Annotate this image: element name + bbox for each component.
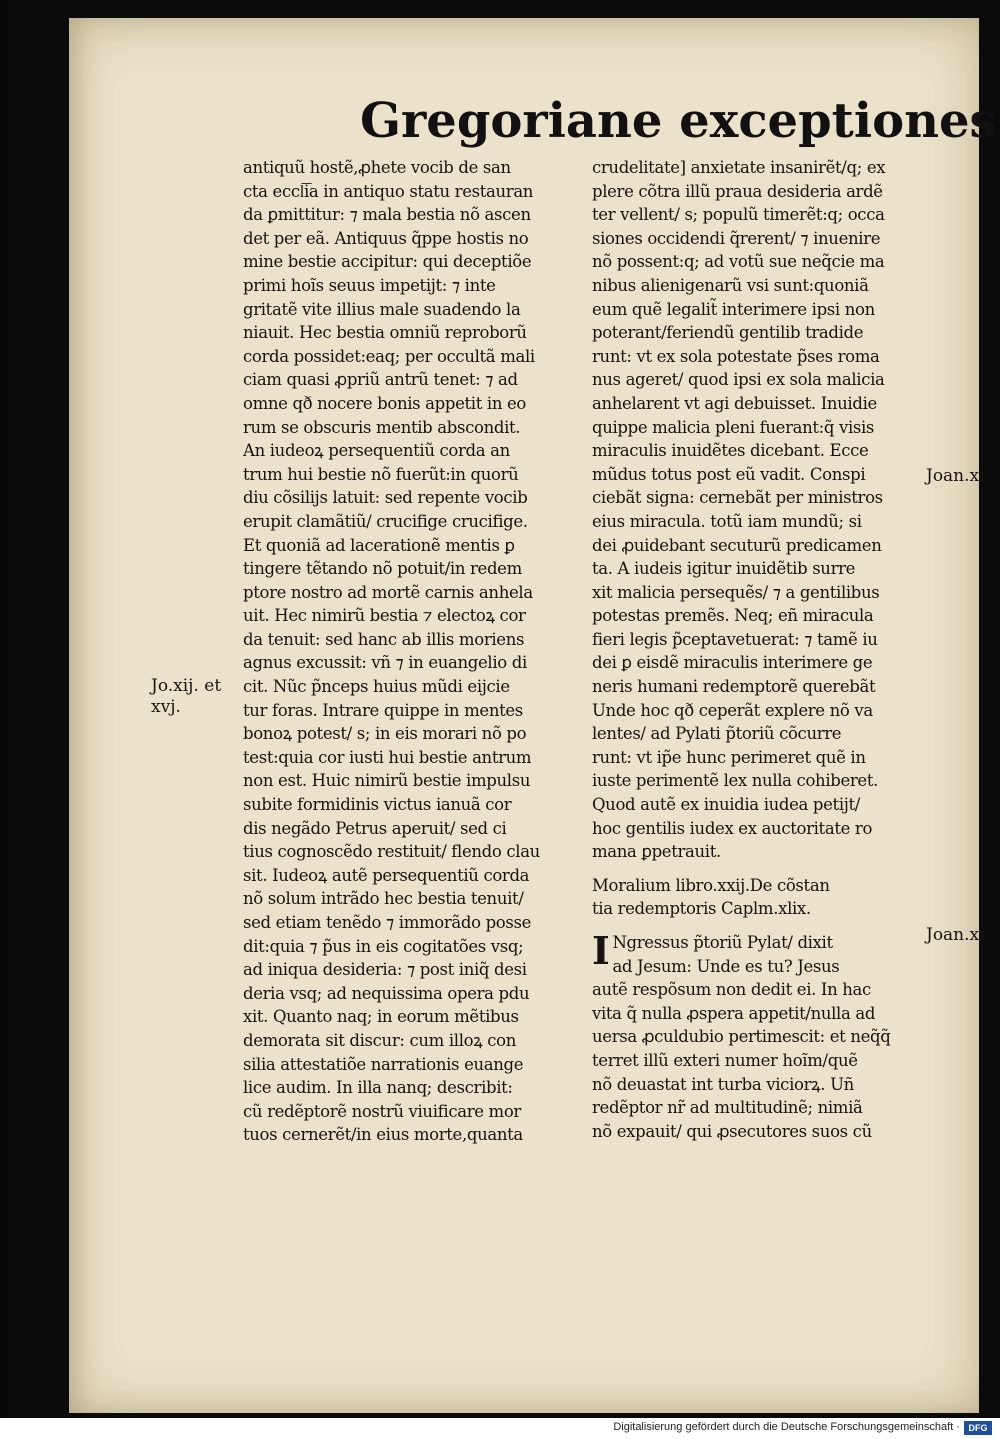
margin-note-line: xvj. xyxy=(151,697,181,717)
text-line: eum quẽ legalit̃ interimere ipsi non xyxy=(592,299,875,319)
text-line: dei ꝓuidebant secuturũ predicamen xyxy=(592,535,882,555)
text-line: omne qð nocere bonis appetit in eo xyxy=(243,393,526,413)
text-line: ta. A iudeis igitur inuidẽtib͏ surre xyxy=(592,559,856,579)
text-line: potestas premẽs. Neq; eñ miracula xyxy=(592,606,874,626)
text-line: subite formidinis victus ianuã cor xyxy=(243,795,512,815)
text-line: Quod autẽ ex inuidia iudea petijt/ xyxy=(592,795,860,815)
text-line: eius miracula. totũ iam mundũ; si xyxy=(592,511,862,531)
spacer xyxy=(592,864,927,874)
text-line: cta eccl͞ia in antiquo statu restauran xyxy=(243,181,534,201)
text-line: sit. Iudeoꝝ autẽ persequentiũ corda xyxy=(243,865,530,885)
text-line: tingere tẽtando nõ potuit/in redem xyxy=(243,559,522,579)
text-line: vita q̃ nulla ꝓspera appetit/nulla ad xyxy=(592,1003,876,1023)
dfg-logo: DFG xyxy=(964,1421,992,1435)
text-line: cũ redẽptorẽ nostrũ viuificare mor xyxy=(243,1101,521,1121)
text-line: dit:quia ⁊ p̃us in eis cogitatões vsq; xyxy=(243,936,524,956)
text-line: da tenuit: sed hanc ab illis moriens xyxy=(243,629,525,649)
text-line: nus ageret/ quod ipsi ex sola malicia xyxy=(592,370,885,390)
text-line: corda possidet:eaq; per occultã mali xyxy=(243,346,535,366)
text-line: terret illũ exteri͏ numer͏ hoĩm/quẽ xyxy=(592,1050,858,1070)
text-line: diu cõsilijs latuit: sed repente vocib͏ xyxy=(243,488,528,508)
text-line: poterant/feriendũ gentilib͏ tradide xyxy=(592,323,864,343)
text-line: runt: vt ip̃e hunc perimeret quẽ in xyxy=(592,747,866,767)
footer-bar xyxy=(0,1418,1000,1439)
text-line: hoc gentilis iudex ex auctoritate ro xyxy=(592,818,873,838)
text-line: bonoꝝ potest/ s; in eis morari nõ po xyxy=(243,724,527,744)
text-line: runt: vt ex sola potestate p̃ses roma xyxy=(592,346,880,366)
text-line: ter vellent/ s; populũ timerẽt:q; occa xyxy=(592,205,885,225)
text-line: test:quia cor iusti hui͏ bestie antrum xyxy=(243,747,532,767)
text-line: erupit clamãtiũ/ crucifige crucifige. xyxy=(243,511,528,531)
text-line: non est. Huic nimirũ bestie impulsu xyxy=(243,771,531,791)
text-line: redẽptor nr̃ ad multitudinẽ; nimiã xyxy=(592,1098,863,1118)
text-line: antiquũ hostẽ,ꝓhete vocib͏ de san xyxy=(243,158,511,177)
text-line: nõ expauit/ qui ꝓsecutores suos cũ xyxy=(592,1121,872,1141)
right-text-column xyxy=(592,156,927,1143)
text-line: agnus excussit: vñ ⁊ in euangelio di xyxy=(243,653,527,673)
text-line: deria vsq; ad nequissima opera pdu xyxy=(243,983,530,1003)
text-line: rum se obscuris mentib͏ abscondit. xyxy=(243,417,521,437)
text-line: tuos cernerẽt/in eius morte,quanta xyxy=(243,1125,523,1145)
text-line: nõ solum intrãdo hec bestia tenuit/ xyxy=(243,889,524,909)
text-line: tur foras. Intrare quippe in mentes xyxy=(243,700,523,720)
text-line: da ꝑmittitur: ⁊ mala bestia nõ ascen xyxy=(243,205,531,225)
text-line: ad iniqua desideria: ⁊ post iniq̃ desi xyxy=(243,960,527,980)
text-line: primi hoĩs seuus impetijt: ⁊ inte xyxy=(243,275,496,295)
text-line: Et quoniã ad lacerationẽ mentis ꝑ xyxy=(243,535,515,555)
text-line: miraculis inuidẽtes dicebant. Ecce xyxy=(592,441,869,461)
text-line: niauit. Hec bestia omniũ reproborũ xyxy=(243,323,527,343)
text-line: demorata sit discur͏: cum illoꝝ con xyxy=(243,1030,517,1050)
text-line: anhelarent vt agi debuisset. Inuidie xyxy=(592,393,877,413)
text-line: lice audim͏. In illa nanq; describit: xyxy=(243,1078,513,1098)
text-line: quippe malicia pleni fuerant:q̃ visis xyxy=(592,417,875,437)
text-line: silia attestatiõe narrationis euange xyxy=(243,1054,524,1074)
text-line: An iudeoꝝ persequentiũ corda an xyxy=(243,441,510,461)
text-line: tius cognoscẽdo restituit/ flendo clau xyxy=(243,842,540,862)
text-line: dei ꝑ eisdẽ miraculis interimere ge xyxy=(592,653,873,673)
text-line: sed etiam tenẽdo ⁊ immorãdo posse xyxy=(243,913,532,932)
text-line: xit malicia persequẽs/ ⁊ a gentilibus xyxy=(592,582,880,602)
chapter-heading: tia redemptoris Caplm.xlix. xyxy=(592,899,811,919)
drop-cap: I xyxy=(592,928,610,973)
text-line: crudelitate] anxietate insanirẽt/q; ex xyxy=(592,158,886,177)
text-line: cit. Nũc p̃nceps huius mũdi eijcie xyxy=(243,677,510,697)
text-line: autẽ respõsum non dedit ei. In hac xyxy=(592,980,871,1000)
text-line: trum hui͏ bestie nõ fuerũt:in quorũ xyxy=(243,464,519,484)
margin-note-right-2: Joan.xi xyxy=(926,925,985,945)
text-line: gritatẽ vite illius male suadendo la xyxy=(243,299,521,319)
text-line: nõ deuastat int͏ turba viciorꝝ. Uñ xyxy=(592,1074,854,1094)
text-line: siones occidendi q̃rerent/ ⁊ inuenire xyxy=(592,228,881,248)
text-line: dis negãdo Petrus aperuit/ sed ci xyxy=(243,818,507,838)
text-line: det per eã. Antiquus q̃ppe hostis no xyxy=(243,228,529,248)
text-line: ptore nostro ad mortẽ carnis anhela xyxy=(243,582,533,602)
margin-note-left xyxy=(151,676,221,718)
margin-note-line: Jo.xij. et xyxy=(151,676,222,696)
left-text-column xyxy=(243,156,579,1147)
spacer xyxy=(592,921,927,931)
text-line: neris humani redemptorẽ querebãt xyxy=(592,677,876,697)
text-line: ad Jesum: Unde es tu? Jesus xyxy=(612,956,840,976)
text-line: mine bestie accipitur: qui deceptiõe xyxy=(243,252,532,272)
text-line: Unde hoc qð ceperãt explere nõ va xyxy=(592,700,873,720)
text-line: ciam quasi ꝓpriũ antrũ tenet: ⁊ ad xyxy=(243,370,518,390)
text-line: plere cõtra illũ praua desideria ardẽ xyxy=(592,181,883,201)
text-line: mana ꝑpetrauit. xyxy=(592,842,721,862)
text-line: lentes/ ad Pylati p̃toriũ cõcurre xyxy=(592,724,842,744)
text-line: nibus alienigenarũ vsi sunt:quoniã xyxy=(592,275,869,295)
text-line: uit. Hec nimirũ bestia ⁊ electoꝝ cor xyxy=(243,606,526,626)
margin-note-right-1: Joan.xi xyxy=(926,466,985,486)
text-line: xit. Quanto naq; in eorum mẽtibus xyxy=(243,1007,519,1027)
text-line: fieri legis p̃ceptavetuerat: ⁊ tamẽ iu xyxy=(592,629,878,649)
text-line: uersa ꝓculdubio pertimescit: et neq̃q̃ xyxy=(592,1027,891,1047)
text-line-rest: Ngressus p̃toriũ Pylat͏/ dixit xyxy=(612,933,833,952)
page-title: Gregoriane exceptiones xyxy=(360,93,997,149)
text-line: iuste perimentẽ lex nulla cohiberet. xyxy=(592,771,878,791)
text-line: nõ possent:q; ad votũ sue neq̃cie ma xyxy=(592,252,885,272)
chapter-heading: Moralium libro.xxij.De cõstan xyxy=(592,875,830,895)
text-line: ciebãt signa: cernebãt per ministros xyxy=(592,488,883,508)
funding-notice: Digitalisierung gefördert durch die Deutsche Forschungsgemeinschaft · xyxy=(613,1421,960,1433)
text-line: mũdus totus post eũ vadit. Conspi xyxy=(592,464,866,484)
